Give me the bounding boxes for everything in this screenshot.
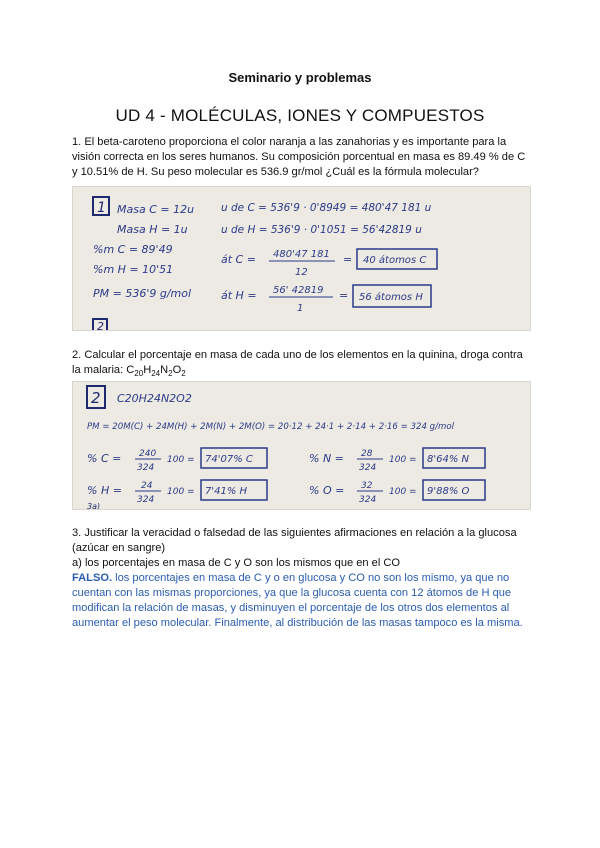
hw-tail: 100 = [389, 455, 417, 465]
hw-line: u de H = 536'9 · 0'1051 = 56'42819 u [221, 224, 422, 236]
hw-label: % N = [309, 452, 344, 465]
hw-label: % O = [309, 484, 345, 497]
hw-corner-number: 3a) [87, 502, 101, 509]
formula-c: C [126, 364, 135, 376]
formula-h: H [143, 364, 152, 376]
hw-line: %m H = 10'51 [93, 263, 174, 276]
hw-problem-number: 1 [97, 200, 106, 216]
hw-frac-top: 28 [361, 449, 373, 459]
hw-pm: PM = 20M(C) + 24M(H) + 2M(N) + 2M(O) = 20·12 + 24·1 + 2·14 + 2·16 = 324 g/mol [87, 422, 455, 432]
answer-1-photo [72, 186, 531, 331]
handwriting-1 [73, 187, 530, 330]
hw-frac-top: 32 [361, 481, 373, 491]
hw-formula: C20H24N2O2 [117, 392, 192, 405]
question-3-line: a) los porcentajes en masa de C y O son los mismos que en el CO [72, 557, 401, 569]
hw-problem-number: 2 [91, 389, 101, 407]
hw-line: u de C = 536'9 · 0'8949 = 480'47 181 u [221, 202, 432, 214]
answer-3-line [72, 571, 540, 586]
hw-tail: 100 = [167, 487, 195, 497]
hw-corner-number: 2 [97, 320, 104, 330]
hw-frac-bot: 324 [359, 463, 377, 473]
hw-answer-h: 7'41% H [205, 486, 248, 497]
hw-frac-bot: 324 [359, 495, 377, 505]
hw-answer-h: 56 átomos H [359, 292, 423, 303]
hw-line: át C = [221, 253, 256, 266]
hw-line: át H = [221, 289, 257, 302]
formula-o: O [172, 364, 182, 376]
formula-h-sub: 24 [151, 369, 161, 379]
answer-2-photo [72, 381, 531, 510]
question-1-line: y 10.51% de H. Su peso molecular es 536.9 gr/mol ¿Cuál es la fórmula molecular? [72, 166, 479, 178]
formula-n: N [160, 364, 169, 376]
question-1-text [72, 135, 540, 180]
hw-tail: 100 = [389, 487, 417, 497]
answer-3-line: aumentar el peso molecular. Finalmente, al distribución de las masas tampoco es la misma. [72, 617, 523, 629]
answer-3-text: los porcentajes en masa de C y o en glucosa y CO no son los mismo, ya que no [112, 572, 510, 584]
hw-answer-c: 40 átomos C [363, 255, 427, 266]
hw-answer-o: 9'88% O [427, 486, 470, 497]
hw-frac-bot: 324 [137, 463, 155, 473]
subtitle: Seminario y problemas [228, 70, 372, 85]
question-2-formula-line [72, 363, 540, 381]
hw-frac-top: 56' 42819 [273, 285, 324, 296]
handwriting-2 [73, 382, 530, 509]
hw-line: %m C = 89'49 [93, 243, 173, 256]
hw-frac-top: 24 [141, 481, 153, 491]
question-2-prefix: la malaria: [72, 364, 127, 376]
answer-3-line: cuentan con las mismas proporciones, ya que la glucosa cuenta con 12 átomos de H que [72, 587, 512, 599]
formula-c-sub: 20 [134, 369, 144, 379]
hw-frac-top: 480'47 181 [273, 249, 330, 260]
hw-frac-top: 240 [139, 449, 157, 459]
answer-3-line: modifican la relación de masas, y disminuyen el porcentaje de los otros dos elementos al [72, 602, 510, 614]
hw-line: Masa C = 12u [117, 203, 195, 216]
hw-frac-bot: 1 [297, 303, 304, 314]
question-3-line: (azúcar en sangre) [72, 542, 166, 554]
hw-tail: 100 = [167, 455, 195, 465]
question-3-text [72, 526, 540, 631]
hw-frac-bot: 324 [137, 495, 155, 505]
hw-label: % H = [87, 484, 122, 497]
hw-line: Masa H = 1u [117, 223, 188, 236]
answer-3-verdict: FALSO. [72, 572, 113, 584]
question-2-line: 2. Calcular el porcentaje en masa de cada uno de los elementos en la quinina, droga contra [72, 349, 523, 361]
page-title: UD 4 - MOLÉCULAS, IONES Y COMPUESTOS [115, 106, 485, 125]
hw-answer-n: 8'64% N [427, 454, 469, 465]
question-3-line: 3. Justificar la veracidad o falsedad de las siguientes afirmaciones en relación a la glucosa [72, 527, 517, 539]
question-1-line: 1. El beta-caroteno proporciona el color naranja a las zanahorias y es importante para la [72, 136, 507, 148]
hw-equals: = [343, 253, 353, 266]
formula-n-sub: 2 [168, 369, 173, 379]
formula-o-sub: 2 [181, 369, 186, 379]
question-2-text [72, 348, 540, 381]
hw-answer-c: 74'07% C [205, 454, 253, 465]
question-1-line: visión correcta en los seres humanos. Su composición porcentual en masa es 89.49 % de C [72, 151, 526, 163]
hw-label: % C = [87, 452, 122, 465]
hw-equals: = [339, 289, 349, 302]
hw-line: PM = 536'9 g/mol [93, 287, 192, 300]
hw-frac-bot: 12 [295, 267, 308, 278]
